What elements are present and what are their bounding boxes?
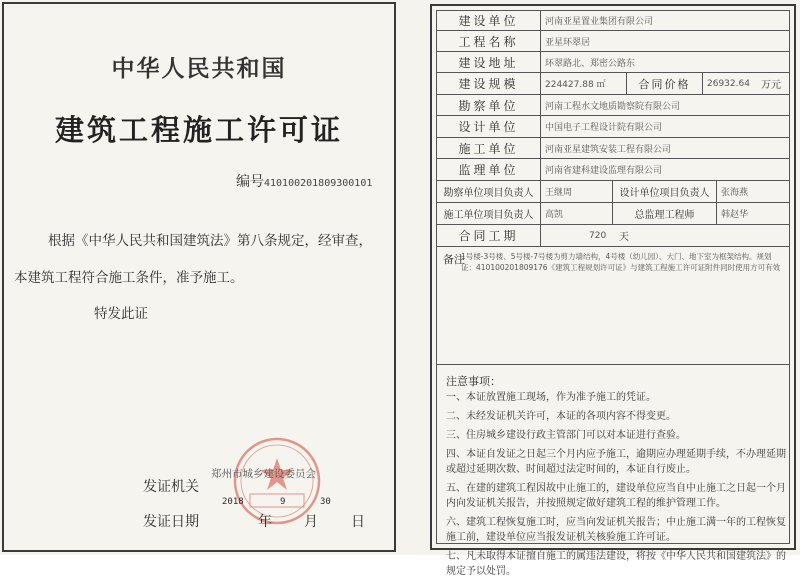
table-row [437,225,789,247]
field-value: 河南亚星建筑安装工程有限公司 [545,144,672,155]
table-row [437,181,789,203]
survey-pm-value: 王继周 [543,181,613,202]
list-item: 五、在建的建筑工程因故中止施工的，建设单位应当自中止施工之日起一个月内向发证机关报告，并按照规定做好建筑工程的维护管理工作。 [446,483,786,509]
serial-label: 编号 [236,174,264,190]
table-row [437,203,789,225]
year-unit: 年 [258,514,272,530]
field-label: 建设地址 [437,52,541,72]
permit-details-panel [430,4,796,577]
table-row [437,73,789,95]
issuer-label: 发证机关 [143,479,199,495]
list-item: 一、本证放置施工现场，作为准予施工的凭证。 [446,392,656,403]
field-value: 亚星环翠居 [545,37,591,48]
remarks-row [437,247,789,365]
field-label: 监理单位 [437,159,541,180]
scale-value: 224427.88 ㎡ [543,73,627,94]
contract-price-label: 合同价格 [627,73,703,94]
design-pm-label: 设计单位项目负责人 [613,181,717,202]
construct-pm-value: 高凯 [543,203,613,224]
contract-period-value: 720 [589,230,607,241]
table-row [437,159,789,181]
survey-pm-label: 勘察单位项目负责人 [437,181,541,202]
field-label: 勘察单位 [437,95,541,115]
field-label: 建设规模 [437,73,541,94]
body-text-line1: 根据《中华人民共和国建筑法》第八条规定，经审查， [48,233,372,249]
list-item: 三、住房城乡建设行政主管部门可以对本证进行查验。 [446,430,686,441]
construct-pm-label: 施工单位项目负责人 [437,203,541,224]
body-text-line3: 特发此证 [94,306,148,322]
field-value: 河南亚星置业集团有限公司 [545,17,654,27]
remarks-text: 1号楼-3号楼、5号楼-7号楼为剪力墙结构，4号楼（幼儿园）、大门、地下室为框架结构。规划证：410100201809176《建筑工程规划许可证》与建筑工程施工许可证附件同时使用方可有效 [461,252,781,272]
list-item: 六、建筑工程恢复施工时，应当向发证机关报告；中止施工满一年的工程恢复施工前，建设单位应当报发证机关核验施工许可证。 [446,517,786,543]
table-row [437,11,789,31]
design-pm-value: 张海燕 [721,188,749,198]
issue-date-day: 30 [320,497,331,507]
table-row [437,31,789,52]
field-label: 设计单位 [437,116,541,137]
permit-title: 建筑工程施工许可证 [54,113,343,147]
field-value: 河南省建科建设监理有限公司 [545,166,663,176]
contract-price-unit: 万元 [761,80,781,91]
field-value: 河南工程水文地质勘察院有限公司 [545,101,681,112]
table-row [437,116,789,138]
contract-period-label: 合同工期 [437,225,541,246]
issue-date-year: 2018 [222,497,244,507]
list-item: 二、未经发证机关许可，本证的各项内容不得变更。 [446,411,676,422]
remarks-label: 备注 [443,253,465,266]
field-value: 中国电子工程设计院有限公司 [545,123,663,133]
chief-supervisor-label: 总监理工程师 [613,203,717,224]
contract-price-value: 26932.64 [707,78,750,89]
table-row [437,95,789,116]
permit-cover-panel [2,2,396,552]
chief-supervisor-value: 韩赵华 [721,210,749,220]
notice-list [446,390,786,583]
field-label: 建设单位 [437,11,541,30]
issuer-name: 郑州市城乡建设委员会 [211,468,316,480]
field-value: 环翠路北、郑密公路东 [545,58,636,69]
day-unit: 日 [351,514,365,530]
contract-period-unit: 天 [619,232,629,243]
issue-date-label: 发证日期 [143,514,199,530]
field-label: 工程名称 [437,31,541,51]
list-item: 七、凡未取得本证擅自施工的属违法建设，将按《中华人民共和国建筑法》的规定予以处罚。 [446,551,786,577]
month-unit: 月 [304,514,318,530]
table-row [437,138,789,159]
field-label: 施工单位 [437,138,541,158]
issue-date-month: 9 [280,497,286,507]
notice-title: 注意事项： [446,375,501,388]
country-heading: 中华人民共和国 [111,56,287,82]
table-row [437,52,789,73]
list-item: 四、本证自发证之日起三个月内应予施工，逾期应办理延期手续，不办理延期或超过延期次数、时间超过法定时间的，本证自行废止。 [446,449,786,475]
body-text-line2: 本建筑工程符合施工条件，准予施工。 [14,270,244,286]
serial-value: 410100201809300101 [264,178,373,189]
serial-number-row [236,171,372,191]
